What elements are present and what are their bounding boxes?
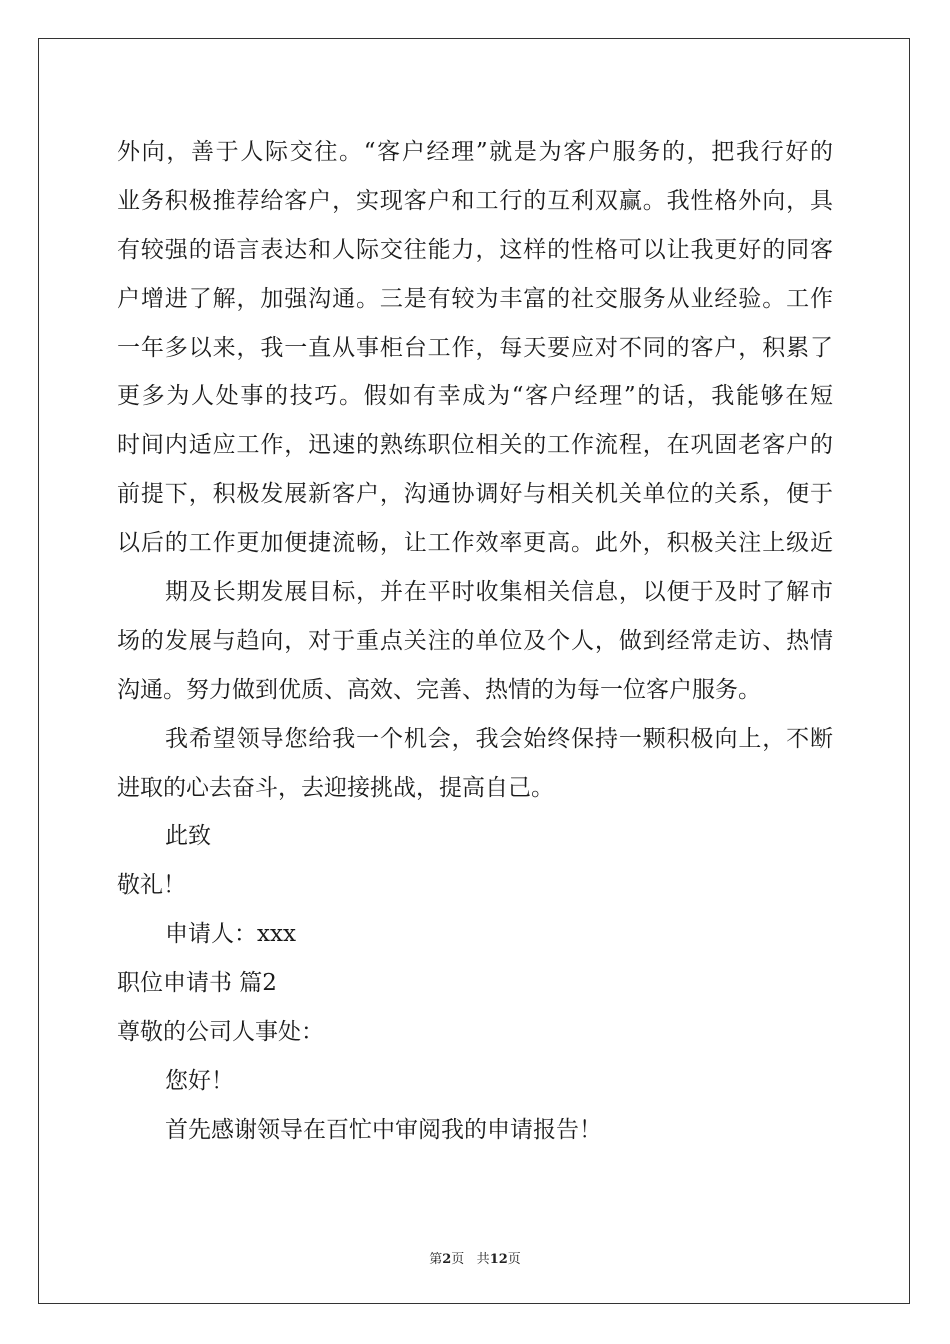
page-prefix: 第 xyxy=(429,1252,443,1267)
closing-regards: 敬礼！ xyxy=(117,872,186,899)
text-line: 进取的心去奋斗，去迎接挑战，提高自己。 xyxy=(117,774,554,801)
page-number: 2 xyxy=(442,1252,452,1267)
section-title: 职位申请书 篇2 xyxy=(117,970,277,997)
text-line: 期及长期发展目标，并在平时收集相关信息，以便于及时了解市 xyxy=(165,579,833,606)
total-suffix: 页 xyxy=(507,1252,521,1267)
text-line: 业务积极推荐给客户，实现客户和工行的互利双赢。我性格外向，具 xyxy=(117,187,833,214)
page-suffix: 页 xyxy=(451,1252,465,1267)
text-line: 外向，善于人际交往。“客户经理”就是为客户服务的，把我行好的 xyxy=(117,139,833,165)
page-footer xyxy=(0,1248,950,1267)
text-line: 更多为人处事的技巧。假如有幸成为“客户经理”的话，我能够在短 xyxy=(117,383,833,410)
total-pages: 12 xyxy=(489,1252,508,1267)
greeting: 您好！ xyxy=(165,1067,234,1094)
text-line: 沟通。努力做到优质、高效、完善、热情的为每一位客户服务。 xyxy=(117,676,761,703)
text-line: 首先感谢领导在百忙中审阅我的申请报告！ xyxy=(165,1116,602,1143)
text-line: 前提下，积极发展新客户，沟通协调好与相关机关单位的关系，便于 xyxy=(117,481,833,508)
text-line: 时间内适应工作，迅速的熟练职位相关的工作流程，在巩固老客户的 xyxy=(117,432,833,459)
text-line: 场的发展与趋向，对于重点关注的单位及个人，做到经常走访、热情 xyxy=(117,627,833,654)
closing-salutation: 此致 xyxy=(165,823,211,850)
document-body xyxy=(117,128,833,1155)
text-line: 我希望领导您给我一个机会，我会始终保持一颗积极向上，不断 xyxy=(165,725,833,752)
text-line: 一年多以来，我一直从事柜台工作，每天要应对不同的客户，积累了 xyxy=(117,334,833,361)
recipient-greeting: 尊敬的公司人事处： xyxy=(117,1019,324,1046)
applicant-signature: 申请人：xxx xyxy=(165,921,296,948)
text-line: 户增进了解，加强沟通。三是有较为丰富的社交服务从业经验。工作 xyxy=(117,285,833,312)
text-line: 有较强的语言表达和人际交往能力，这样的性格可以让我更好的同客 xyxy=(117,236,833,263)
text-line: 以后的工作更加便捷流畅，让工作效率更高。此外，积极关注上级近 xyxy=(117,530,833,557)
total-prefix: 共 xyxy=(476,1252,490,1267)
